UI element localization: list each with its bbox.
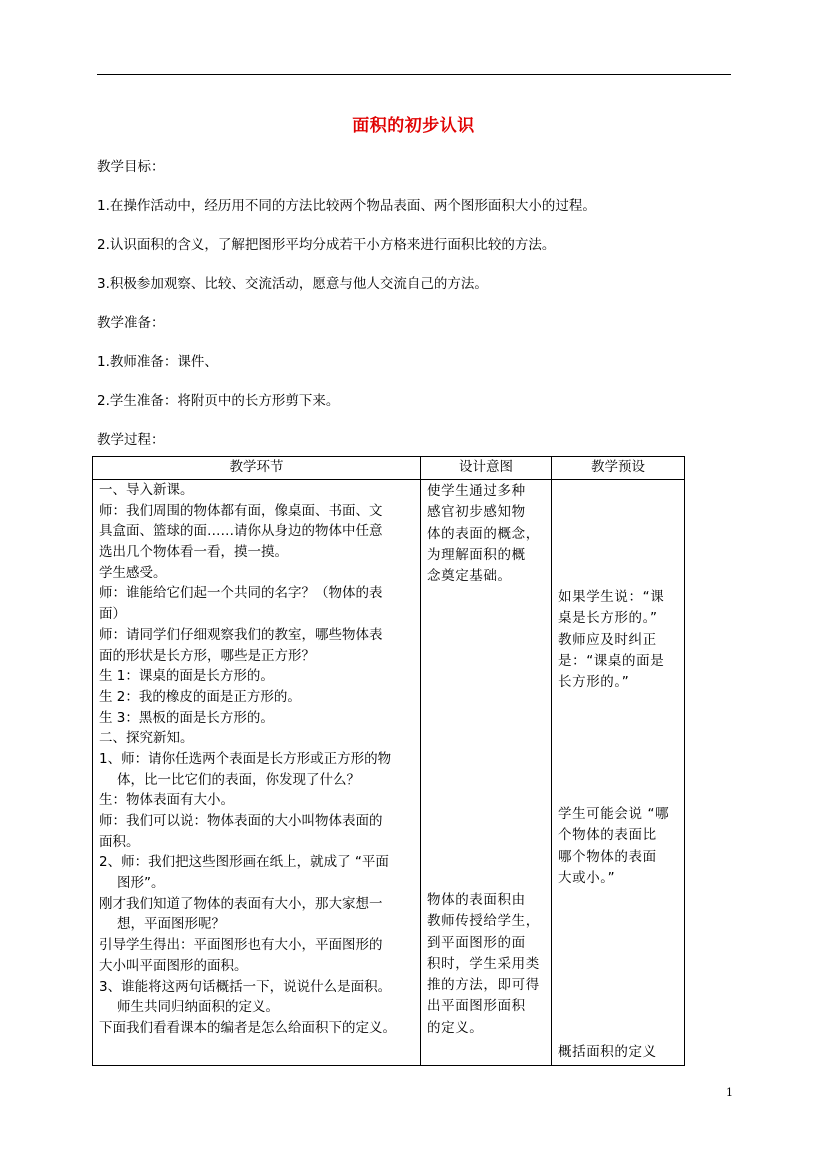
objective-1: 1.在操作活动中，经历用不同的方法比较两个物品表面、两个图形面积大小的过程。 [97,198,596,214]
step-line: 1、师：请你任选两个表面是长方形或正方形的物 [99,750,392,767]
intent-line: 感官初步感知物 [427,504,526,521]
objective-3: 3.积极参加观察、比较、交流活动，愿意与他人交流自己的方法。 [97,276,488,292]
steps-cell [93,480,421,1066]
step-line: 面） [99,606,126,623]
preset-note-1 [558,587,676,693]
step-line: 生：物体表面有大小。 [99,792,234,809]
intent-line: 为理解面积的概 [427,546,526,563]
preset-line: 教师应及时纠正 [558,631,657,648]
step-line: 一、导入新课。 [99,482,194,498]
step-line: 生 1：课桌的面是长方形的。 [99,668,274,685]
preset-line: 是：“课桌的面是 [558,652,665,669]
intent-line: 使学生通过多种 [427,483,526,499]
intent-line: 到平面图形的面 [427,934,526,951]
header-steps: 教学环节 [93,457,421,480]
intent-line: 出平面图形面积 [427,998,526,1015]
step-line: 引导学生得出：平面图形也有大小，平面图形的 [99,937,383,954]
table-header-row [93,457,685,480]
preset-line: 大或小。” [558,869,616,886]
process-heading: 教学过程： [97,432,165,448]
preset-line: 如果学生说：“课 [558,589,665,605]
step-line: 大小叫平面图形的面积。 [99,957,248,974]
step-line: 学生感受。 [99,564,167,581]
table-row [93,480,685,1066]
step-line: 生 3：黑板的面是长方形的。 [99,709,274,726]
step-line: 师：谁能给它们起一个共同的名字？（物体的表 [99,585,383,602]
preset-cell [552,480,685,1066]
header-intent: 设计意图 [421,457,552,480]
step-line: 体，比一比它们的表面，你发现了什么？ [117,771,360,788]
step-line: 下面我们看看课本的编者是怎么给面积下的定义。 [99,1019,396,1036]
step-line: 师：请同学们仔细观察我们的教室，哪些物体表 [99,626,383,643]
preparation-heading: 教学准备： [97,315,165,331]
step-line: 师生共同归纳面积的定义。 [117,999,279,1016]
step-line: 图形”。 [117,875,165,892]
header-rule [97,74,731,75]
step-line: 生 2：我的橡皮的面是正方形的。 [99,688,301,705]
intent-line: 教师传授给学生， [427,913,540,930]
step-line: 2、师：我们把这些图形画在纸上，就成了 “平面 [99,854,389,871]
step-line: 具盒面、篮球的面……请你从身边的物体中任意 [99,523,383,540]
step-line: 面积。 [99,833,140,850]
step-line: 想，平面图形呢？ [117,916,225,933]
preparation-2: 2.学生准备：将附页中的长方形剪下来。 [97,393,340,409]
intent-line: 推的方法，即可得 [427,977,540,994]
preset-line: 哪个物体的表面 [558,848,657,865]
step-line: 师：我们可以说：物体表面的大小叫物体表面的 [99,813,383,829]
objective-2: 2.认识面积的含义，了解把图形平均分成若干小方格来进行面积比较的方法。 [97,237,556,253]
intent-line: 积时，学生采用类 [427,955,540,972]
step-line: 二、探究新知。 [99,730,194,747]
intent-line: 的定义。 [427,1019,484,1036]
step-line: 选出几个物体看一看，摸一摸。 [99,544,288,561]
preset-line: 长方形的。” [558,674,630,691]
document-title: 面积的初步认识 [352,116,475,136]
preset-note-3 [558,1042,676,1063]
intent-line: 物体的表面积由 [427,892,526,908]
preset-note-2 [558,804,676,889]
preparation-1: 1.教师准备：课件、 [97,354,218,370]
intent-line: 体的表面的概念， [427,525,540,542]
step-line: 师：我们周围的物体都有面，像桌面、书面、文 [99,502,383,519]
preset-line: 桌是长方形的。” [558,610,658,627]
preset-line: 概括面积的定义 [558,1044,657,1060]
header-preset: 教学预设 [552,457,685,480]
step-line: 3、谁能将这两句话概括一下，说说什么是面积。 [99,978,392,995]
intent-cell [421,480,552,1066]
intent-note-1 [427,481,545,587]
intent-note-2 [427,890,545,1039]
intent-line: 念奠定基础。 [427,568,512,585]
preset-line: 学生可能会说 “哪 [558,806,670,822]
objectives-heading: 教学目标： [97,159,165,175]
preset-line: 个物体的表面比 [558,827,657,844]
step-line: 刚才我们知道了物体的表面有大小，那大家想一 [99,895,383,912]
step-line: 面的形状是长方形，哪些是正方形？ [99,647,315,664]
lesson-plan-table [92,456,685,1066]
page-number: 1 [726,1086,733,1099]
